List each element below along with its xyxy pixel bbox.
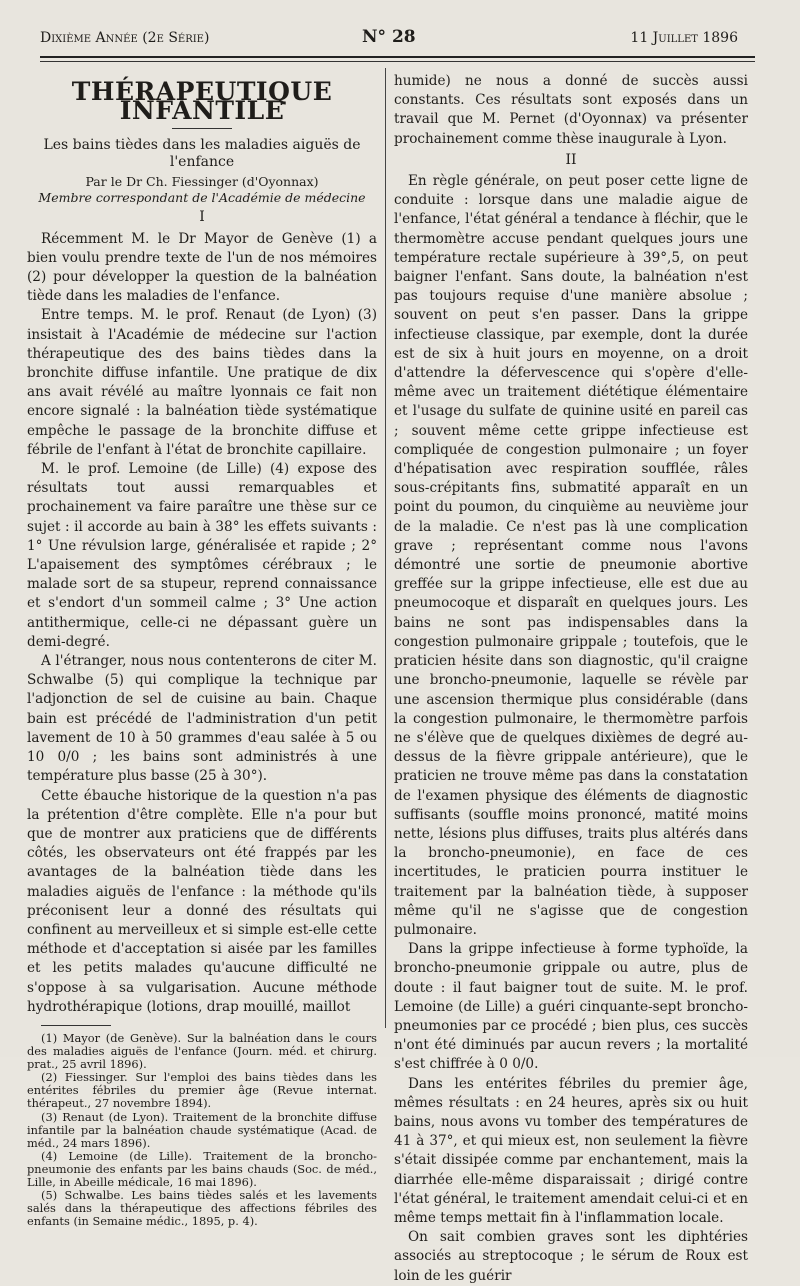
paragraph: Cette ébauche historique de la question n'a pas la prétention d'être complète. Elle n'a pour but que de montrer aux praticiens que de différents côtés, les observateurs ont été frappés par les avantages de la balnéation tiède dans les maladies aiguës de l'enfance : la méthode qu'ils préconisent leur a donné des résultats qui confinent au merveilleux et si simple est-elle cette méthode et d'acceptation si aisée par les familles et les petits malades qu'aucune difficulté ne s'oppose à sa vulgarisation. Aucune méthode hydrothérapique (lotions, drap mouillé, maillot (27, 787, 377, 1015)
paragraph: En règle générale, on peut poser cette ligne de conduite : lorsque dans une maladie aigue de l'enfance, l'état général a tendance à fléchir, que le thermomètre accuse pendant quelques jours une température rectale supérieure à 39°,5, on peut baigner l'enfant. Sans doute, la balnéation n'est pas toujours requise d'une manière absolue ; souvent on peut s'en passer. Dans la grippe infectieuse classique, par exemple, dont la durée est de six à huit jours en moyenne, on a droit d'attendre la défervescence qui s'opère d'elle-même avec un traitement diététique élémentaire et l'usage du sulfate de quinine usité en pareil cas ; souvent même cette grippe infectieuse est compliquée de congestion pulmonaire ; un foyer d'hépatisation avec respiration soufflée, râles sous-crépitants fins, submatité apparaît en un point du poumon, du cinquième au neuvième jour de la maladie. Ce n'est pas là une complication grave ; représentant comme nous l'avons démontré une sortie de pneumonie abortive greffée sur la grippe infectieuse, elle est due au pneumocoque et disparaît en quelques jours. Les bains ne sont pas indispensables dans la congestion pulmonaire grippale ; toutefois, que le praticien hésite dans son diagnostic, qu'il craigne une broncho-pneumonie, laquelle se révèle par une ascension thermique plus considérable (dans la congestion pulmonaire, le thermomètre parfois ne s'élève que de quelques dixièmes de degré au-dessus de la fièvre grippale antérieure), que le praticien ne trouve même pas dans la constatation de l'examen physique des éléments de diagnostic suffisants (souffle moins prononcé, matité moins nette, lésions plus diffuses, traits plus altérés dans la broncho-pneumonie), en face de ces incertitudes, le praticien pourra instituer le traitement par la balnéation tiède, à supposer même qu'il ne s'agisse que de congestion pulmonaire. (394, 173, 748, 938)
header-rule-thin (40, 61, 755, 62)
paragraph: Dans les entérites fébriles du premier âge, mêmes résultats : en 24 heures, après six ou huit bains, nous avons vu tomber des températures de 41 à 37°, et qui mieux est, non seulement la fièvre s'était dissipée comme par enchantement, mais la diarrhée elle-même disparaissait ; dirigé contre l'état général, le traitement amendait celui-ci et en même temps mettait fin à l'inflammation locale. (394, 1075, 748, 1226)
column-divider (385, 68, 386, 1028)
header-issue-number: N° 28 (362, 27, 416, 47)
footnote: (5) Schwalbe. Les bains tièdes salés et les lavements salés dans la thérapeutique des affections fébriles des enfants (in Semaine médic., 1895, p. 4). (27, 1188, 377, 1229)
paragraph: Récemment M. le Dr Mayor de Genève (1) a bien voulu prendre texte de l'un de nos mémoires (2) pour développer la question de la balnéation tiède dans les maladies de l'enfance. (27, 230, 377, 305)
author-affiliation: Membre correspondant de l'Académie de médecine (38, 190, 366, 206)
article-section-title: THÉRAPEUTIQUE INFANTILE (71, 77, 333, 126)
paragraph: Entre temps. M. le prof. Renaut (de Lyon) (3) insistait à l'Académie de médecine sur l'action thérapeutique des des bains tièdes dans la bronchite diffuse infantile. Une pratique de dix ans avait révélé au maître lyonnais ce fait non encore signalé : la balnéation tiède systématique empêche le passage de la bronchite diffuse et fébrile de l'enfant à l'état de bronchite capillaire. (27, 307, 377, 458)
paragraph: On sait combien graves sont les diphtéries associés au streptocoque ; le sérum de Roux est loin de les guérir (394, 1229, 748, 1284)
header-edition: Dixième Année (2e Série) (40, 30, 210, 46)
header-date: 11 Juillet 1896 (630, 30, 738, 46)
header-rule-thick (40, 56, 755, 58)
footnote: (2) Fiessinger. Sur l'emploi des bains tièdes dans les entérites fébriles du premier âge (Revue internat. thérapeut., 27 novembre 1894). (27, 1070, 377, 1111)
left-column (27, 72, 377, 1228)
title-rule (172, 128, 232, 129)
paragraph: Dans la grippe infectieuse à forme typhoïde, la broncho-pneumonie grippale ou autre, plus de doute : il faut baigner tout de suite. M. le prof. Lemoine (de Lille) a guéri cinquante-sept broncho-pneumonies par ce procédé ; bien plus, ces succès n'ont été diminués par aucun revers ; la mortalité s'est chiffrée à 0 0/0. (394, 941, 748, 1073)
article-byline: Par le Dr Ch. Fiessinger (d'Oyonnax) (85, 174, 319, 190)
footnotes-rule (41, 1025, 111, 1026)
paragraph: M. le prof. Lemoine (de Lille) (4) expose des résultats tout aussi remarquables et prochainement va faire paraître une thèse sur ce sujet : il accorde au bain à 38° les effets suivants : 1° Une révulsion large, généralisée et rapide ; 2° L'apaisement des symptômes cérébraux ; le malade sort de sa stupeur, reprend connaissance et s'endort d'un sommeil calme ; 3° Une action antithermique, celle-ci ne dépassant guère un demi-degré. (27, 461, 377, 650)
article-subtitle: Les bains tièdes dans les maladies aiguës de l'enfance (43, 137, 361, 171)
paragraph-continued: humide) ne nous a donné de succès aussi constants. Ces résultats sont exposés dans un travail que M. Pernet (d'Oyonnax) va présenter prochainement comme thèse inaugurale à Lyon. (394, 73, 748, 147)
footnote: (3) Renaut (de Lyon). Traitement de la bronchite diffuse infantile par la balnéation chaude systématique (Acad. de méd., 24 mars 1896). (27, 1109, 377, 1150)
footnote: (1) Mayor (de Genève). Sur la balnéation dans le cours des maladies aiguës de l'enfance (Journ. méd. et chirurg. prat., 25 avril 1896). (27, 1030, 377, 1072)
section-number-2: II (565, 151, 577, 168)
section-number-1: I (199, 209, 205, 226)
paragraph: A l'étranger, nous nous contenterons de citer M. Schwalbe (5) qui complique la technique par l'adjonction de sel de cuisine au bain. Chaque bain est précédé de l'administration d'un petit lavement de 10 à 50 grammes d'eau salée à 5 ou 10 0/0 ; les bains sont administrés à une température plus basse (25 à 30°). (27, 653, 377, 785)
page-header (40, 27, 738, 52)
right-column (394, 72, 748, 1286)
footnote: (4) Lemoine (de Lille). Traitement de la broncho-pneumonie des enfants par les bains chauds (Soc. de méd., Lille, in Abeille médicale, 16 mai 1896). (27, 1148, 377, 1189)
